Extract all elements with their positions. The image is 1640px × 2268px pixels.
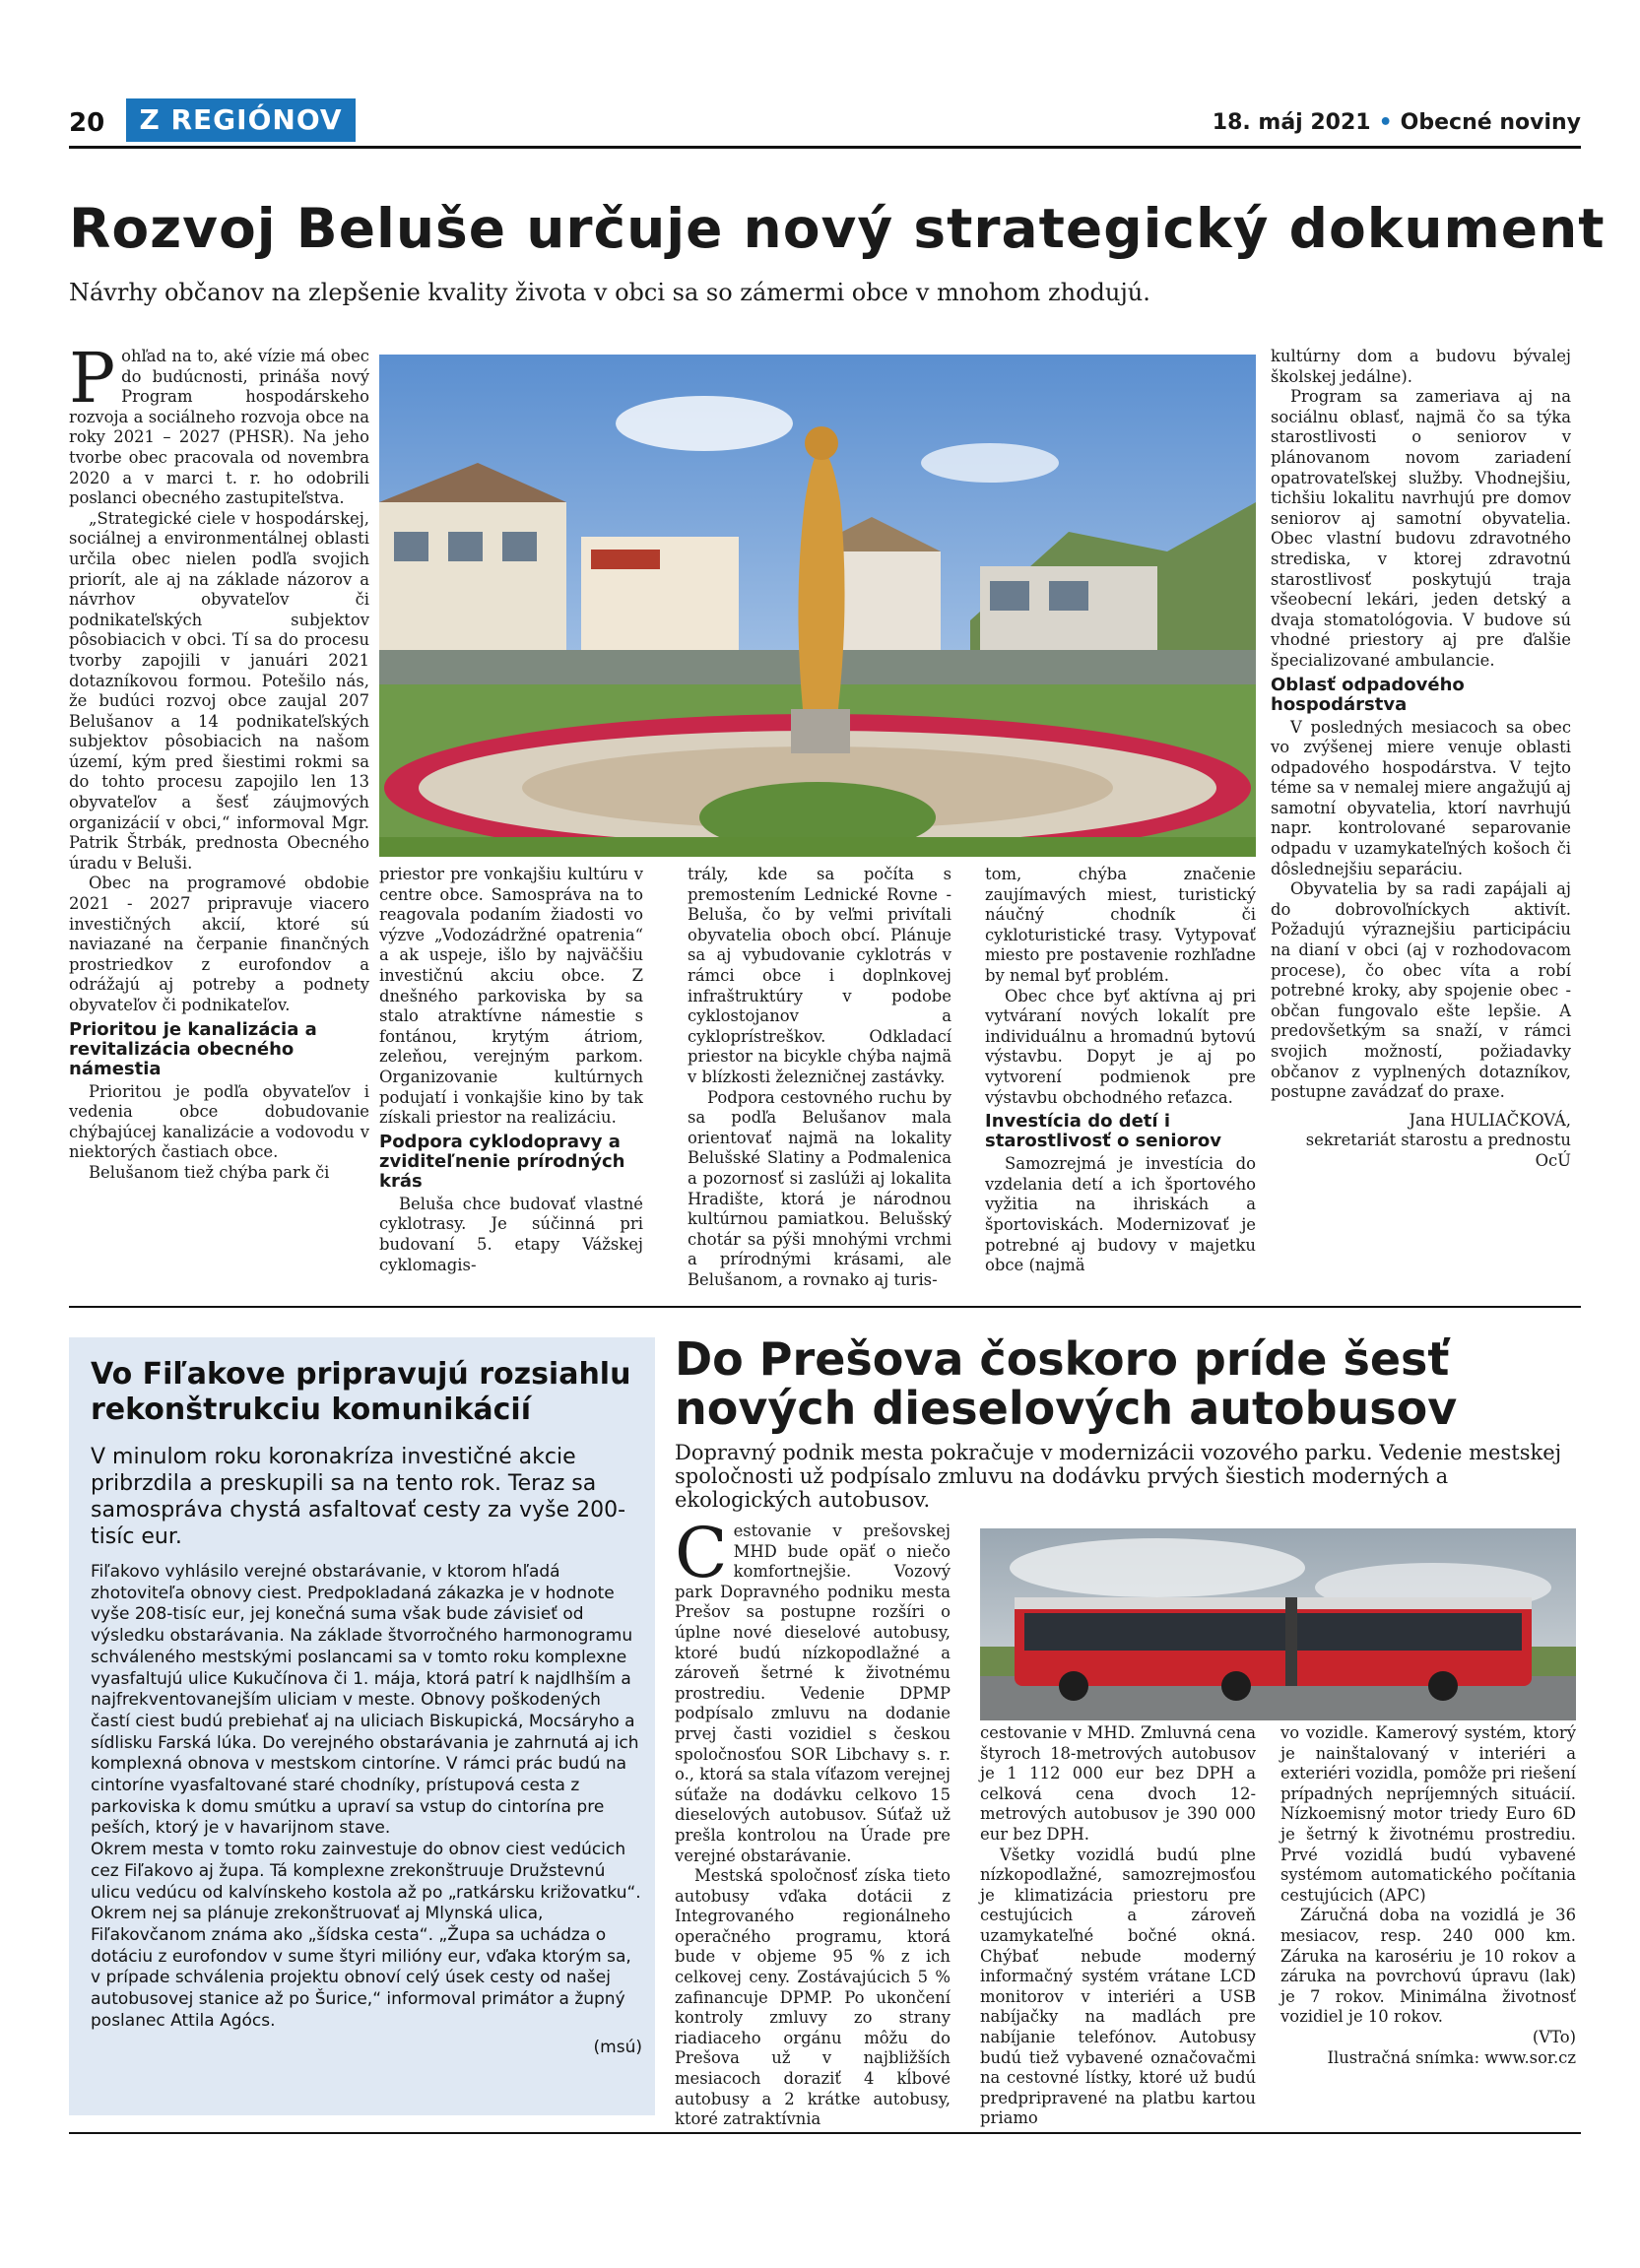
paragraph: Belušanom tiež chýba park či xyxy=(89,1162,330,1182)
paragraph: priestor pre vonkajšiu kultúru v centre obce. Samospráva na to reagovala podaním žiadosti vo výzve „Vodozádržné opatrenia“ a ak uspeje, išlo by najväčšiu investičnú akciu obce. Z dnešného parkoviska by sa stalo atraktívne námestie s fontánou, krytým átriom, zeleňou, verejným parkom. Organizovanie kultúrnych podujatí i vonkajšie kino by tak získali priestor na realizáciu. xyxy=(379,865,643,1128)
header-rule xyxy=(69,146,1581,149)
article1-column-3 xyxy=(688,865,951,1290)
footer-rule xyxy=(69,2132,1581,2134)
paragraph: Okrem mesta v tomto roku zainvestuje do obnov ciest vedúcich cez Fiľakovo aj župa. Tá komplexne zrekonštruuje Družstevnú ulicu vedúcu od kalvínskeho kostola až po „ratkársku križovatku“. Okrem nej sa plánuje zrekonštruovať aj Mlynská ulica, Fiľakovčanom známa ako „šídska cesta“. „Župa sa uchádza o dotáciu z eurofondov v sume štyri milióny eur, vďaka ktorým sa, v prípade schválenia projektu obnoví celý úsek cesty od našej autobusovej stanice až po Šurice,“ informoval primátor a župný poslanec Attila Agócs. xyxy=(91,1840,641,2031)
article2-body xyxy=(91,1562,642,2059)
paragraph: Obec na programové obdobie 2021 - 2027 pripravuje viacero investičných akcií, ktoré sú naviazané na čerpanie finančných prostriedkov z eurofondov a odrážajú aj potreby a podnety obyvateľov či podnikateľov. xyxy=(69,874,369,1014)
bus-photo xyxy=(980,1528,1576,1720)
article1-column-5 xyxy=(1271,347,1571,1172)
separator-dot: • xyxy=(1378,110,1393,135)
article2-box xyxy=(69,1337,655,2115)
section-label: Z REGIÓNOV xyxy=(126,98,356,142)
article3-column-3 xyxy=(1280,1723,1576,2068)
paragraph: kultúrny dom a budovu bývalej školskej jedálne). xyxy=(1271,347,1571,386)
paragraph: Beluša chce budovať vlastné cyklotrasy. Je súčinná pri budovaní 5. etapy Vážskej cyklomagis- xyxy=(379,1194,643,1274)
paragraph: Podpora cestovného ruchu by sa podľa Belušanov mala orientovať najmä na lokality Belušské Slatiny a Podmalenica a pozornosť si zaslúži aj lokalita Hradište, ktorá je národnou kultúrnou pamiatkou. Belušský chotár sa pýši mnohými vrchmi a prírodnými krásami, ale Belušanom, a rovnako aj turis- xyxy=(688,1087,951,1289)
article1-column-4 xyxy=(985,865,1256,1276)
issue-info xyxy=(1213,110,1581,135)
paragraph: Samozrejmá je investícia do vzdelania detí a ich športového vyžitia na ihriskách a športoviskách. Modernizovať je potrebné aj budovy v majetku obce (najmä xyxy=(985,1154,1256,1275)
paragraph: ohľad na to, aké vízie má obec do budúcnosti, prináša nový Program hospodárskeho rozvoja a sociálneho rozvoja obce na roky 2021 – 2027 (PHSR). Na jeho tvorbe obec pracovala od novembra 2020 a v marci t. r. ho odobrili poslanci obecného zastupiteľstva. xyxy=(69,347,369,508)
paragraph: trály, kde sa počíta s premostením Lednické Rovne - Beluša, čo by veľmi privítali obyvatelia oboch obcí. Plánuje sa aj vybudovanie cyklotrás v rámci obce i doplnkovej infraštruktúry v podobe cyklostojanov a cykloprístreškov. Odkladací priestor na bicykle chýba najmä v blízkosti železničnej zastávky. xyxy=(688,865,951,1086)
article3-title: Do Prešova čoskoro príde šesť nových dieselových autobusov xyxy=(675,1332,1458,1435)
paragraph: vo vozidle. Kamerový systém, ktorý je nainštalovaný v interiéri a exteriéri vozidla, pomôže pri riešení prípadných nepríjemných situácií. Nízkoemisný motor triedy Euro 6D je šetrný k životnému prostrediu. Prvé vozidlá budú vybavené systémom automatického počítania cestujúcich (APC) xyxy=(1280,1723,1577,1905)
paragraph: Záručná doba na vozidlá je 36 mesiacov, resp. 240 000 km. Záruka na karosériu je 10 rokov a záruka na povrchovú úpravu (lak) je 7 rokov. Minimálna životnosť vozidiel je 10 rokov. xyxy=(1280,1906,1576,2027)
dropcap: P xyxy=(69,338,116,419)
page-number: 20 xyxy=(69,108,105,138)
article1-title: Rozvoj Beluše určuje nový strategický dokument xyxy=(69,197,1606,260)
dropcap: C xyxy=(675,1513,728,1593)
article3-lead: Dopravný podnik mesta pokračuje v modernizácii vozového parku. Vedenie mestskej spoločnosti už podpísalo zmluvu na dodávku prvých šiestich moderných a ekologických autobusov. xyxy=(675,1441,1562,1512)
paragraph: estovanie v prešovskej MHD bude opäť o niečo komfortnejšie. Vozový park Dopravného podniku mesta Prešov sa postupne rozšíri o úplne nové dieselové autobusy, ktoré budú nízkopodlažné a zároveň šetrné k životnému prostrediu. Vedenie DPMP podpísalo zmluvu na dodanie prvej časti vozidiel s českou spoločnosťou SOR Libchavy s. r. o., ktorá sa stala víťazom verejnej súťaže na dodávku celkovo 15 dieselových autobusov. Súťaž už prešla kontrolou na Úrade pre verejné obstarávanie. xyxy=(675,1522,951,1865)
paragraph: tom, chýba značenie zaujímavých miest, turistický náučný chodník či cykloturistické trasy. Vytypovať miesto pre postavenie rozhľadne by nemal byť problém. xyxy=(985,865,1256,985)
paragraph: „Strategické ciele v hospodárskej, sociálnej a environmentálnej oblasti určila obec nielen podľa svojich priorít, ale aj na základe názorov a návrhov obyvateľov či podnikateľských subjektov pôsobiacich v obci. Tí sa do procesu tvorby zapojili v januári 2021 dotazníkovou formou. Potešilo nás, že budúci rozvoj obce zaujal 207 Belušanov a 14 podnikateľských subjektov pôsobiacich na našom území, kým pred šiestimi rokmi sa do tohto procesu zapojilo len 13 obyvateľov a šesť záujmových organizácií v obci,“ informoval Mgr. Patrik Štrbák, prednosta Obecného úradu v Beluši. xyxy=(69,508,369,873)
section-divider xyxy=(69,1306,1581,1308)
paragraph: Fiľakovo vyhlásilo verejné obstarávanie, v ktorom hľadá zhotoviteľa obnovy ciest. Predpokladaná zákazka je v hodnote vyše 208-tisíc eur, jej konečná suma však bude závisieť od výsledku obstarávania. Na základe štvorročného harmonogramu schváleného mestskými poslancami sa v tomto roku komplexne vyasfaltujú ulice Kukučínova či 1. mája, ktorá patrí k najdlhším a najfrekventovanejším uliciam v meste. Obnovy poškodených častí ciest budú prebiehať aj na uliciach Biskupická, Mocsáryho a sídlisku Farská lúka. Do verejného obstarávania je zahrnutá aj ich komplexná obnova v mestskom cintoríne. V rámci prác budú na cintoríne vyasfaltované staré chodníky, prístupová cesta z parkoviska k domu smútku a upraví sa vstup do cintorína pre peších, ktorý je v havarijnom stave. xyxy=(91,1562,639,1839)
paragraph: Prioritou je podľa obyvateľov i vedenia obce dobudovanie chýbajúcej kanalizácie a vodovodu v niektorých častiach obce. xyxy=(69,1081,369,1162)
articulated-bus-image xyxy=(980,1528,1576,1720)
paragraph: Mestská spoločnosť získa tieto autobusy vďaka dotácii z Integrovaného regionálneho operačného programu, ktorá bude v objeme 95 % z ich celkovej ceny. Zostávajúcich 5 % zafinancuje DPMP. Po ukončení kontroly zmluvy zo strany riadiaceho orgánu môžu do Prešova už v najbližších mesiacoch doraziť 4 kĺbové autobusy a 2 krátke autobusy, ktoré zatraktívnia xyxy=(675,1866,951,2129)
statue-roundabout-image xyxy=(379,355,1256,857)
paragraph: Obec chce byť aktívna aj pri vytváraní nových lokalít pre individuálnu a hromadnú bytovú výstavbu. Dopyt je aj po vytvorení podmienok pre výstavbu obchodného reťazca. xyxy=(985,986,1256,1107)
subheading: Podpora cyklodopravy a zviditeľnenie prírodných krás xyxy=(379,1131,625,1192)
paragraph: Všetky vozidlá budú plne nízkopodlažné, samozrejmosťou je klimatizácia priestoru pre cestujúcich a zároveň uzamykateľné bočné okná. Chýbať nebude moderný informačný systém vrátane LCD monitorov v interiéri a USB nabíjačky na madlách pre nabíjanie telefónov. Autobusy budú tiež vybavené označovačmi na cestovné lístky, ktoré už budú predpripravené na platbu kartou priamo xyxy=(980,1845,1256,2128)
article3-signature: (VTo) xyxy=(1532,2027,1576,2046)
article2-title: Vo Fiľakove pripravujú rozsiahlu rekonštrukciu komunikácií xyxy=(91,1357,631,1427)
village-square-photo xyxy=(379,355,1256,857)
subheading: Prioritou je kanalizácia a revitalizácia obecného námestia xyxy=(69,1018,317,1079)
subheading: Investícia do detí i starostlivosť o seniorov xyxy=(985,1111,1221,1152)
publication-name: Obecné noviny xyxy=(1400,110,1581,135)
author-role: sekretariát starostu a prednostu OcÚ xyxy=(1305,1131,1571,1170)
article1-column-1 xyxy=(69,338,369,1184)
photo-credit: Ilustračná snímka: www.sor.cz xyxy=(1327,2047,1576,2067)
subheading: Oblasť odpadového hospodárstva xyxy=(1271,674,1465,715)
paragraph: V posledných mesiacoch sa obec vo zvýšenej miere venuje oblasti odpadového hospodárstva. V tejto téme sa v nemalej miere angažujú aj samotní obyvatelia, ktorí navrhujú napr. kontrolované separovanie odpadu v uzamykateľných košoch či dôslednejšiu separáciu. xyxy=(1271,717,1571,878)
paragraph: cestovanie v MHD. Zmluvná cena štyroch 18-metrových autobusov je 1 112 000 eur bez DPH a celková cena dvoch 12-metrových autobusov je 390 000 eur bez DPH. xyxy=(980,1723,1256,1844)
paragraph: Program sa zameriava aj na sociálnu oblasť, najmä čo sa týka starostlivosti o seniorov v plánovanom novom zariadení opatrovateľskej služby. Vhodnejšiu, tichšiu lokalitu navrhujú pre domov seniorov aj samotní obyvatelia. Obec vlastní budovu zdravotného strediska, v ktorej zdravotnú starostlivosť poskytujú traja všeobecní lekári, jeden detský a dvaja stomatológovia. V budove sú vhodné priestory aj pre ďalšie špecializované ambulancie. xyxy=(1271,387,1571,670)
paragraph: Obyvatelia by sa radi zapájali aj do dobrovoľníckych aktivít. Požadujú výraznejšiu participáciu na dianí v obci (aj v rozhodovacom procese), čo obec víta a robí potrebné kroky, aby spojenie obec - občan fungovalo ešte lepšie. A predovšetkým sa snaží, v rámci svojich možností, požiadavky občanov z vyplnených dotazníkov, postupne zavádzať do praxe. xyxy=(1271,879,1571,1102)
article3-column-2 xyxy=(980,1723,1256,2129)
article1-column-2 xyxy=(379,865,643,1275)
article1-lead: Návrhy občanov na zlepšenie kvality života v obci sa so zámermi obce v mnohom zhodujú. xyxy=(69,279,1150,306)
article2-signature: (msú) xyxy=(593,2038,642,2058)
article3-column-1 xyxy=(675,1513,951,2130)
article2-lead: V minulom roku koronakríza investičné akcie pribrzdila a preskupili sa na tento rok. Teraz sa samospráva chystá asfaltovať cesty za vyše 200-tisíc eur. xyxy=(91,1445,626,1549)
author-name: Jana HULIAČKOVÁ, xyxy=(1409,1110,1571,1130)
issue-date: 18. máj 2021 xyxy=(1212,110,1371,135)
